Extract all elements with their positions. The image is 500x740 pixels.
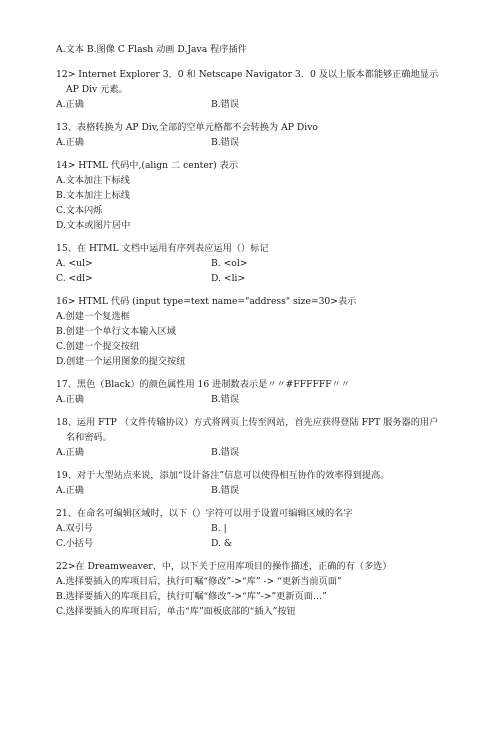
question-stem: 21、在命名可编辑区域时，以下（）字符可以用于设置可编辑区域的名字 [56,508,353,519]
option-row [56,483,456,498]
option-a: A.正确 [56,394,84,405]
question-stem: 18、运用 FTP （文件传输协议）方式将网页上传至网站，首先应获得登陆 FPT 服务器的用户 [56,417,439,428]
question-stem: 19、对于大型站点来说，添加“设计备注”信息可以使得相互协作的效率得到提高。 [56,470,390,481]
option-b: B. <ol> [211,258,248,269]
question-18 [56,415,456,460]
option-a: A.正确 [56,137,84,148]
option-d: D.创建一个运用图象的提交按纽 [56,356,186,367]
option-b: B.错误 [211,99,240,110]
option-c: C. <dl> [56,273,93,284]
option-d: D. <li> [211,273,246,284]
question-stem: 13、表格转换为 AP Div,全部的空单元格都不会转换为 AP Divo [56,122,318,133]
option-a: A. <ul> [56,258,93,269]
question-16 [56,294,456,369]
option-c: C.创建一个提交按纽 [56,341,140,352]
question-22 [56,559,456,619]
option-a: A.正确 [56,99,84,110]
question-stem: 22>在 Dreamweaver、中，以下关于应用库项目的操作描述，正确的有（多选） [56,561,392,572]
question-stem: 15、在 HTML 文档中运用有序列表应运用（）标记 [56,243,269,254]
question-stem: 16> HTML 代码 (input type=text name="address" size=30>表示 [56,296,357,307]
option-b: B.文本加注上标线 [56,190,130,201]
option-row [56,536,456,551]
option-row [56,392,456,407]
question-stem: 12> Internet Explorer 3．0 和 Netscape Navigator 3．0 及以上版本都能够正确地显示 [56,69,439,80]
option-row [56,135,456,150]
option-b: B.错误 [211,394,240,405]
option-c: C.小括号 [56,538,94,549]
option-b: B.错误 [211,447,240,458]
option-b: B.选择要插入的库项目后，执行叮嘱“修改”->“库”->”更新页面…” [56,591,327,602]
question-15 [56,241,456,286]
exam-page [56,42,456,627]
question-stem: 14> HTML 代码中,(align 二 center) 表示 [56,160,239,171]
question-21 [56,506,456,551]
q11-options: A.文本 B.图像 C Flash 动画 D.Java 程序插件 [56,44,247,55]
option-d: D.文本或图片居中 [56,220,131,231]
option-row [56,445,456,460]
option-a: A.选择要插入的库项目后，执行叮嘱“修改”->“库” -> “更新当前页面” [56,576,342,587]
question-19 [56,468,456,498]
question-stem-continued: 名和密码。 [66,432,112,443]
question-13 [56,120,456,150]
option-d: D. & [211,538,233,549]
question-stem: 17、黑色（Black）的颜色属性用 16 进制数表示是〃〃#FFFFFF〃〃 [56,379,350,390]
option-c: C.选择要插入的库项目后，单击“库”面板底部的“插入”按钮 [56,606,296,617]
option-b: B.错误 [211,485,240,496]
question-14 [56,158,456,233]
option-a: A.正确 [56,485,84,496]
option-a: A.双引号 [56,523,94,534]
question-stem-continued: AP Div 元素。 [66,84,128,95]
option-row [56,97,456,112]
option-row [56,271,456,286]
question-17 [56,377,456,407]
option-a: A.创建一个复选框 [56,311,130,322]
option-b: B.创建一个单行文本输入区域 [56,326,176,337]
option-a: A.文本加注下标线 [56,175,130,186]
option-a: A.正确 [56,447,84,458]
option-row [56,256,456,271]
question-12 [56,67,456,112]
option-b: B.错误 [211,137,240,148]
option-c: C.文本闪烁 [56,205,103,216]
option-b: B. | [211,523,227,534]
option-row [56,521,456,536]
